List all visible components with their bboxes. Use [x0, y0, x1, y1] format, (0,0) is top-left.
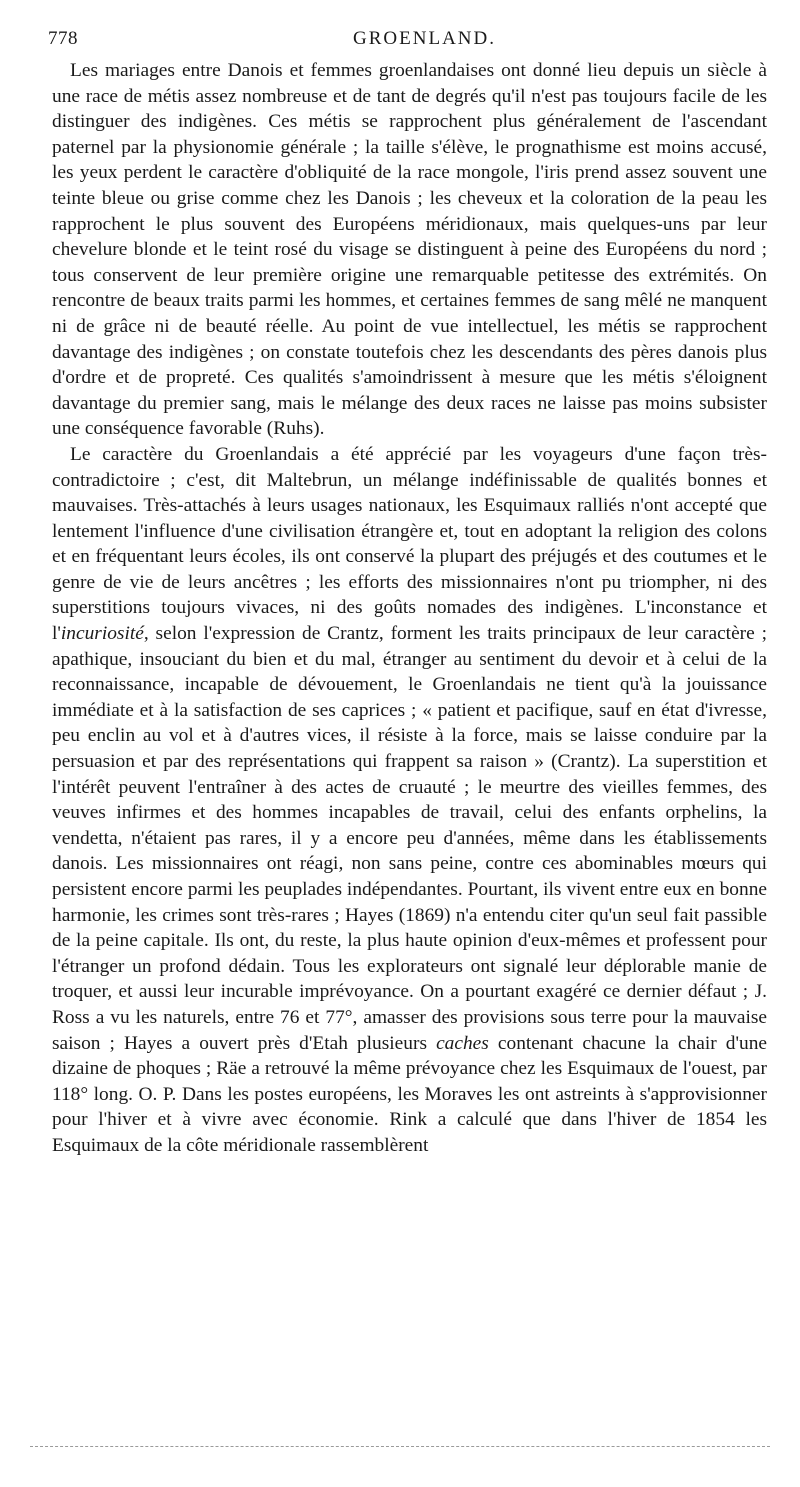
paragraph-1: [52, 58, 767, 442]
text-segment: Le caractère du Groenlandais a été apprécié par les voyageurs d'une façon très-contradictoire ; c'est, dit Maltebrun, un mélange indéfinissable de qualités bonnes et mauvaises. Très-attachés à leurs usages nationaux, les Esquimaux ralliés n'ont accepté que lentement l'influence d'une civilisation étrangère et, tout en adoptant la religion des colons et en fréquentant leurs écoles, ils ont conservé la plupart des préjugés et des coutumes et le genre de vie de leurs ancêtres ; les efforts des missionnaires n'ont pu triompher, ni des superstitions toujours vivaces, ni des goûts nomades des indigènes. L'inconstance et l': [52, 443, 767, 645]
running-head: [48, 28, 767, 58]
text-segment: , selon l'expression de Crantz, forment les traits principaux de leur caractère ; apathique, insouciant du bien et du mal, étranger au sentiment du devoir et à celui de la reconnaissance, incapable de dévouement, le Groenlandais ne tient qu'à la jouissance immédiate et à la satisfaction de ses caprices ; « patient et pacifique, sauf en état d'ivresse, peu enclin au vol et à d'autres vices, il résiste à la force, mais se laisse conduire par la persuasion et par des représentations qui frappent sa raison » (Crantz). La superstition et l'intérêt peuvent l'entraîner à des actes de cruauté ; le meurtre des vieilles femmes, des veuves infirmes et des hommes incapables de travail, celui des enfants orphelins, la vendetta, n'étaient pas rares, il y a encore peu d'années, même dans les établissements danois. Les missionnaires ont réagi, non sans peine, contre ces abominables mœurs qui persistent encore parmi les peuplades indépendantes. Pourtant, ils vivent entre eux en bonne harmonie, les crimes sont très-rares ; Hayes (1869) n'a entendu citer qu'un seul fait passible de la peine capitale. Ils ont, du reste, la plus haute opinion d'eux-mêmes et professent pour l'étranger un profond dédain. Tous les explorateurs ont signalé leur déplorable manie de troquer, et aussi leur incurable imprévoyance. On a pourtant exagéré ce dernier défaut ; J. Ross a vu les naturels, entre 76 et 77°, amasser des provisions sous terre pour la mauvaise saison ; Hayes a ouvert près d'Etah plusieurs: [52, 623, 767, 1054]
italic-term: caches: [436, 1032, 489, 1054]
page-number: 778: [48, 28, 78, 49]
paragraph-2: [52, 442, 767, 1159]
italic-term: incuriosité: [60, 623, 144, 645]
document-page: [48, 28, 767, 1159]
text-segment: Les mariages entre Danois et femmes groenlandaises ont donné lieu depuis un siècle à une race de métis assez nombreuse et de tant de degrés qu'il n'est pas toujours facile de les distinguer des indigènes. Ces métis se rapprochent plus généralement de l'ascendant paternel par la physionomie générale ; la taille s'élève, le prognathisme est moins accusé, les yeux perdent le caractère d'obliquité de la race mongole, l'iris prend assez souvent une teinte bleue ou grise comme chez les Danois ; les cheveux et la coloration de la peau les rapprochent le plus souvent des Européens méridionaux, mais quelques-uns par leur chevelure blonde et le teint rosé du visage se distinguent à peine des Européens du nord ; tous conservent de leur première origine une remarquable petitesse des extrémités. On rencontre de beaux traits parmi les hommes, et certaines femmes de sang mêlé ne manquent ni de grâce ni de beauté réelle. Au point de vue intellectuel, les métis se rapprochent davantage des indigènes ; on constate toutefois chez les descendants des pères danois plus d'ordre et de propreté. Ces qualités s'amoindrissent à mesure que les métis s'éloignent davantage du premier sang, mais le mélange des deux races ne laisse pas moins subsister une conséquence favorable (Ruhs).: [52, 60, 767, 440]
body-text: [52, 58, 767, 1159]
text-segment: contenant chacune la chair d'une dizaine de phoques ; Räe a retrouvé la même prévoyance chez les Esquimaux de l'ouest, par 118° long. O. P. Dans les postes européens, les Moraves les ont astreints à s'approvisionner pour l'hiver et à vivre avec économie. Rink a calculé que dans l'hiver de 1854 les Esquimaux de la côte méridionale rassemblèrent: [52, 1032, 767, 1156]
page-bottom-rule: [30, 1446, 770, 1447]
running-title: GROENLAND.: [353, 28, 496, 49]
